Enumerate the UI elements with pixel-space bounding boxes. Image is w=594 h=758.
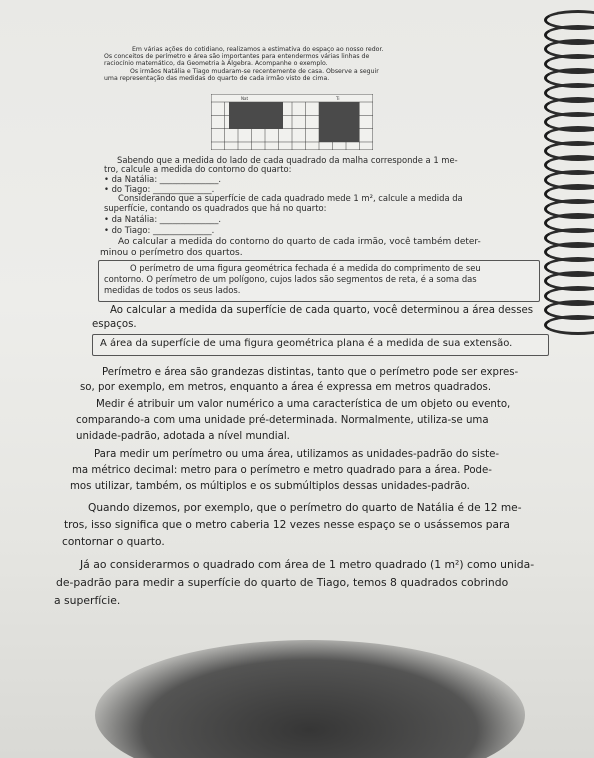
p4-line-2: comparando-a com uma unidade pré-determinada. Normalmente, utiliza-se uma — [76, 415, 489, 426]
p7-line-1: Já ao considerarmos o quadrado com área de 1 metro quadrado (1 m²) como unida- — [80, 558, 535, 571]
p5-line-2: ma métrico decimal: metro para o perímetro e metro quadrado para a área. Pode- — [72, 465, 492, 476]
q2-item-2-text: do Tiago: ______________. — [111, 225, 215, 235]
q2-item-1: • da Natália: ______________. — [104, 214, 222, 224]
box2-line-1: A área da superfície de uma figura geométrica plana é a medida de sua extensão. — [100, 338, 513, 349]
intro-line-5: uma representação das medidas do quarto de cada irmão visto de cima. — [104, 75, 330, 82]
p3-line-2: so, por exemplo, em metros, enquanto a área é expressa em metros quadrados. — [80, 382, 492, 393]
q1-line-2: tro, calcule a medida do contorno do quarto: — [104, 164, 292, 174]
p2-line-1: Ao calcular a medida da superfície de cada quarto, você determinou a área desses — [110, 305, 534, 316]
p7-line-3: a superfície. — [54, 594, 121, 607]
q1-item-1-text: da Natália: ______________. — [111, 174, 222, 184]
p4-line-1: Medir é atribuir um valor numérico a uma característica de um objeto ou evento, — [96, 399, 511, 410]
p4-line-3: unidade-padrão, adotada a nível mundial. — [76, 431, 290, 442]
intro-line-3: raciocínio matemático, da Geometria à Álgebra. Acompanhe o exemplo. — [104, 60, 328, 67]
q2-item-1-text: da Natália: ______________. — [111, 214, 222, 224]
q1-item-2: • do Tiago: ______________. — [104, 184, 215, 194]
box1-line-2: contorno. O perímetro de um polígono, cujos lados são segmentos de reta, é a soma das — [104, 274, 477, 284]
p1-line-1: Ao calcular a medida do contorno do quarto de cada irmão, você também deter- — [118, 237, 481, 247]
natalia-room — [229, 102, 283, 129]
intro-line-2: Os conceitos de perímetro e área são importantes para entendermos várias linhas de — [104, 53, 370, 60]
q1-item-2-text: do Tiago: ______________. — [111, 184, 215, 194]
p7-line-2: de-padrão para medir a superfície do quarto de Tiago, temos 8 quadrados cobrindo — [56, 576, 509, 589]
p1-line-2: minou o perímetro dos quartos. — [100, 248, 243, 258]
box1-line-1: O perímetro de uma figura geométrica fechada é a medida do comprimento de seu — [130, 263, 481, 273]
p6-line-1: Quando dizemos, por exemplo, que o perímetro do quarto de Natália é de 12 me- — [88, 502, 522, 514]
label-natalia: Nat — [241, 96, 249, 101]
q1-line-1: Sabendo que a medida do lado de cada quadrado da malha corresponde a 1 me- — [117, 155, 458, 165]
p5-line-1: Para medir um perímetro ou uma área, utilizamos as unidades-padrão do siste- — [94, 449, 500, 460]
box1-line-3: medidas de todos os seus lados. — [104, 285, 241, 295]
intro-line-4: Os irmãos Natália e Tiago mudaram-se recentemente de casa. Observe a seguir — [130, 68, 379, 75]
p3-line-1: Perímetro e área são grandezas distintas, tanto que o perímetro pode ser expres- — [102, 367, 519, 378]
spiral-coil — [544, 315, 594, 335]
q2-item-2: • do Tiago: ______________. — [104, 225, 215, 235]
p2-line-2: espaços. — [92, 319, 137, 330]
room-grid-svg — [211, 94, 373, 150]
q1-item-1: • da Natália: ______________. — [104, 174, 222, 184]
p5-line-3: mos utilizar, também, os múltiplos e os submúltiplos dessas unidades-padrão. — [70, 481, 470, 492]
hand-shadow — [95, 640, 525, 758]
tiago-room — [319, 102, 359, 142]
p6-line-3: contornar o quarto. — [62, 536, 165, 548]
q2-line-2: superfície, contando os quadrados que há no quarto: — [104, 203, 327, 213]
label-tiago: Ti — [336, 96, 340, 101]
q2-line-1: Considerando que a superfície de cada quadrado mede 1 m², calcule a medida da — [118, 193, 463, 203]
intro-line-1: Em várias ações do cotidiano, realizamos a estimativa do espaço ao nosso redor. — [132, 46, 384, 53]
p6-line-2: tros, isso significa que o metro caberia 12 vezes nesse espaço se o usássemos para — [64, 519, 510, 531]
room-grid-figure — [211, 94, 373, 150]
